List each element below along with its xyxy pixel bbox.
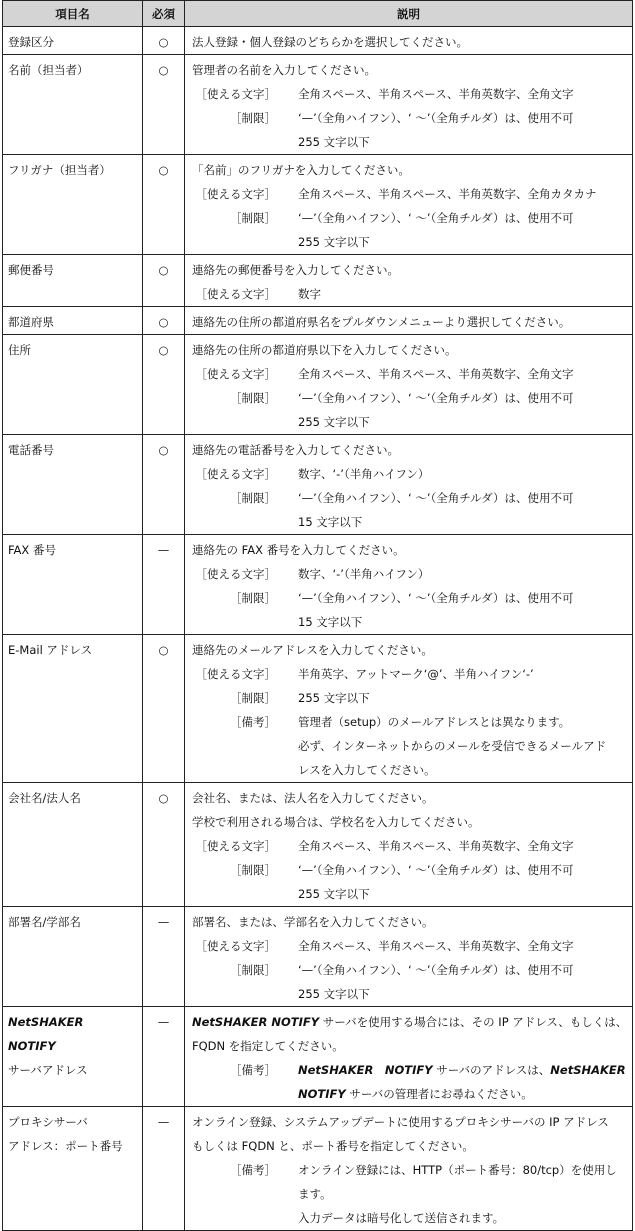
description-text: 連絡先の電話番号を入力してください。 [192,443,399,457]
limit-label: ［制限］ [230,391,276,405]
limit-length: 15 文字以下 [298,615,363,629]
item-name: 部署名/学部名 [3,907,143,1007]
note-text: 必ず、インターネットからのメールを受信できるメールアド [298,739,607,753]
table-row [3,27,633,55]
chars-value: 数字、‘-’（半角ハイフン） [298,567,430,581]
header-description: 説明 [185,1,633,27]
table-header-row [3,1,633,27]
item-name: 都道府県 [3,307,143,335]
chars-value: 全角スペース、半角スペース、半角英数字、全角カタカナ [298,187,597,201]
limit-label: ［制限］ [230,111,276,125]
limit-length: 255 文字以下 [298,987,370,1001]
required-mark: ○ [143,55,185,155]
limit-length: 255 文字以下 [298,235,370,249]
chars-label: ［使える文字］ [195,939,276,953]
header-item-name: 項目名 [3,1,143,27]
chars-label: ［使える文字］ [195,187,276,201]
header-required: 必須 [143,1,185,27]
description-text: 法人登録・個人登録のどちらかを選択してください。 [192,35,468,49]
item-name: 住所 [3,335,143,435]
description-text: 学校で利用される場合は、学校名を入力してください。 [192,815,480,829]
note-text: サーバの管理者にお尋ねください。 [345,1087,533,1101]
required-mark: — [143,1107,185,1231]
description-text: 「名前」のフリガナを入力してください。 [192,163,410,177]
required-mark: — [143,907,185,1007]
description-text: オンライン登録、システムアップデートに使用するプロキシサーバの IP アドレス [192,1115,609,1129]
required-mark: ○ [143,255,185,307]
item-name: サーバアドレス [8,1063,88,1077]
table-row [3,435,633,535]
note-text: オンライン登録には、HTTP（ポート番号：80/tcp）を使用し [298,1163,617,1177]
product-name: NetSHAKER NOTIFY [192,1015,320,1029]
item-name: 登録区分 [3,27,143,55]
table-row [3,55,633,155]
chars-value: 全角スペース、半角スペース、半角英数字、全角文字 [298,839,574,853]
chars-label: ［使える文字］ [195,87,276,101]
note-label: ［備考］ [230,715,276,729]
limit-value: ‘—’（全角ハイフン）、‘ ～’（全角チルダ）は、使用不可 [298,211,574,225]
description-text: 管理者の名前を入力してください。 [192,63,376,77]
limit-value: ‘—’（全角ハイフン）、‘ ～’（全角チルダ）は、使用不可 [298,491,574,505]
chars-label: ［使える文字］ [195,467,276,481]
note-text: ます。 [298,1187,332,1201]
product-name: NetSHAKER NOTIFY [298,1063,433,1077]
chars-label: ［使える文字］ [195,567,276,581]
item-name: 会社名/法人名 [3,783,143,907]
item-name: NetSHAKER NOTIFY [8,1015,95,1053]
note-label: ［備考］ [230,1163,276,1177]
limit-value: ‘—’（全角ハイフン）、‘ ～’（全角チルダ）は、使用不可 [298,391,574,405]
description-text: FQDN を指定してください。 [192,1039,344,1053]
description-text: サーバを使用する場合には、その IP アドレス、もしくは、 [319,1015,628,1029]
limit-label: ［制限］ [230,591,276,605]
table-row [3,907,633,1007]
required-mark: ○ [143,783,185,907]
chars-label: ［使える文字］ [195,287,276,301]
chars-value: 数字 [298,287,321,301]
chars-label: ［使える文字］ [195,367,276,381]
limit-value: ‘—’（全角ハイフン）、‘ ～’（全角チルダ）は、使用不可 [298,591,574,605]
table-row [3,635,633,783]
product-name: NetSHAKER [550,1063,626,1077]
required-mark: — [143,1007,185,1107]
item-name: FAX 番号 [3,535,143,635]
limit-value: 255 文字以下 [298,691,370,705]
limit-length: 255 文字以下 [298,135,370,149]
table-row [3,1007,633,1107]
limit-label: ［制限］ [230,963,276,977]
table-row [3,1107,633,1231]
table-row [3,255,633,307]
item-name: プロキシサーバ [8,1115,88,1129]
item-name: フリガナ（担当者） [3,155,143,255]
chars-label: ［使える文字］ [195,667,276,681]
table-row [3,307,633,335]
chars-label: ［使える文字］ [195,839,276,853]
note-text: レスを入力してください。 [298,763,436,777]
required-mark: ○ [143,435,185,535]
description-text: もしくは FQDN と、ポート番号を指定してください。 [192,1139,474,1153]
limit-length: 255 文字以下 [298,415,370,429]
table-row [3,783,633,907]
field-spec-table [2,0,633,1231]
note-label: ［備考］ [230,1063,276,1077]
limit-value: ‘—’（全角ハイフン）、‘ ～’（全角チルダ）は、使用不可 [298,863,574,877]
limit-label: ［制限］ [230,491,276,505]
limit-length: 15 文字以下 [298,515,363,529]
note-text: 管理者（setup）のメールアドレスとは異なります。 [298,715,571,729]
required-mark: — [143,535,185,635]
item-name: E-Mail アドレス [3,635,143,783]
description-text: 連絡先の住所の都道府県名をプルダウンメニューより選択してください。 [192,315,571,329]
description-text: 連絡先の FAX 番号を入力してください。 [192,543,405,557]
chars-value: 全角スペース、半角スペース、半角英数字、全角文字 [298,87,574,101]
required-mark: ○ [143,635,185,783]
limit-length: 255 文字以下 [298,887,370,901]
item-name: 郵便番号 [3,255,143,307]
chars-value: 全角スペース、半角スペース、半角英数字、全角文字 [298,367,574,381]
chars-value: 数字、‘-’（半角ハイフン） [298,467,430,481]
limit-value: ‘—’（全角ハイフン）、‘ ～’（全角チルダ）は、使用不可 [298,111,574,125]
description-text: 連絡先の郵便番号を入力してください。 [192,263,399,277]
note-text: サーバのアドレスは、 [432,1063,551,1077]
required-mark: ○ [143,27,185,55]
required-mark: ○ [143,155,185,255]
table-row [3,335,633,435]
description-text: 連絡先の住所の都道府県以下を入力してください。 [192,343,457,357]
item-name: 名前（担当者） [3,55,143,155]
table-row [3,155,633,255]
limit-label: ［制限］ [230,863,276,877]
limit-label: ［制限］ [230,211,276,225]
limit-label: ［制限］ [230,691,276,705]
description-text: 連絡先のメールアドレスを入力してください。 [192,643,433,657]
item-name: 電話番号 [3,435,143,535]
required-mark: ○ [143,307,185,335]
limit-value: ‘—’（全角ハイフン）、‘ ～’（全角チルダ）は、使用不可 [298,963,574,977]
product-name: NOTIFY [298,1087,346,1101]
description-text: 部署名、または、学部名を入力してください。 [192,915,434,929]
description-text: 会社名、または、法人名を入力してください。 [192,791,434,805]
required-mark: ○ [143,335,185,435]
table-row [3,535,633,635]
chars-value: 半角英字、アットマーク‘@’、半角ハイフン‘-’ [298,667,534,681]
chars-value: 全角スペース、半角スペース、半角英数字、全角文字 [298,939,574,953]
note-text: 入力データは暗号化して送信されます。 [298,1211,505,1225]
item-name: アドレス：ポート番号 [8,1139,123,1153]
